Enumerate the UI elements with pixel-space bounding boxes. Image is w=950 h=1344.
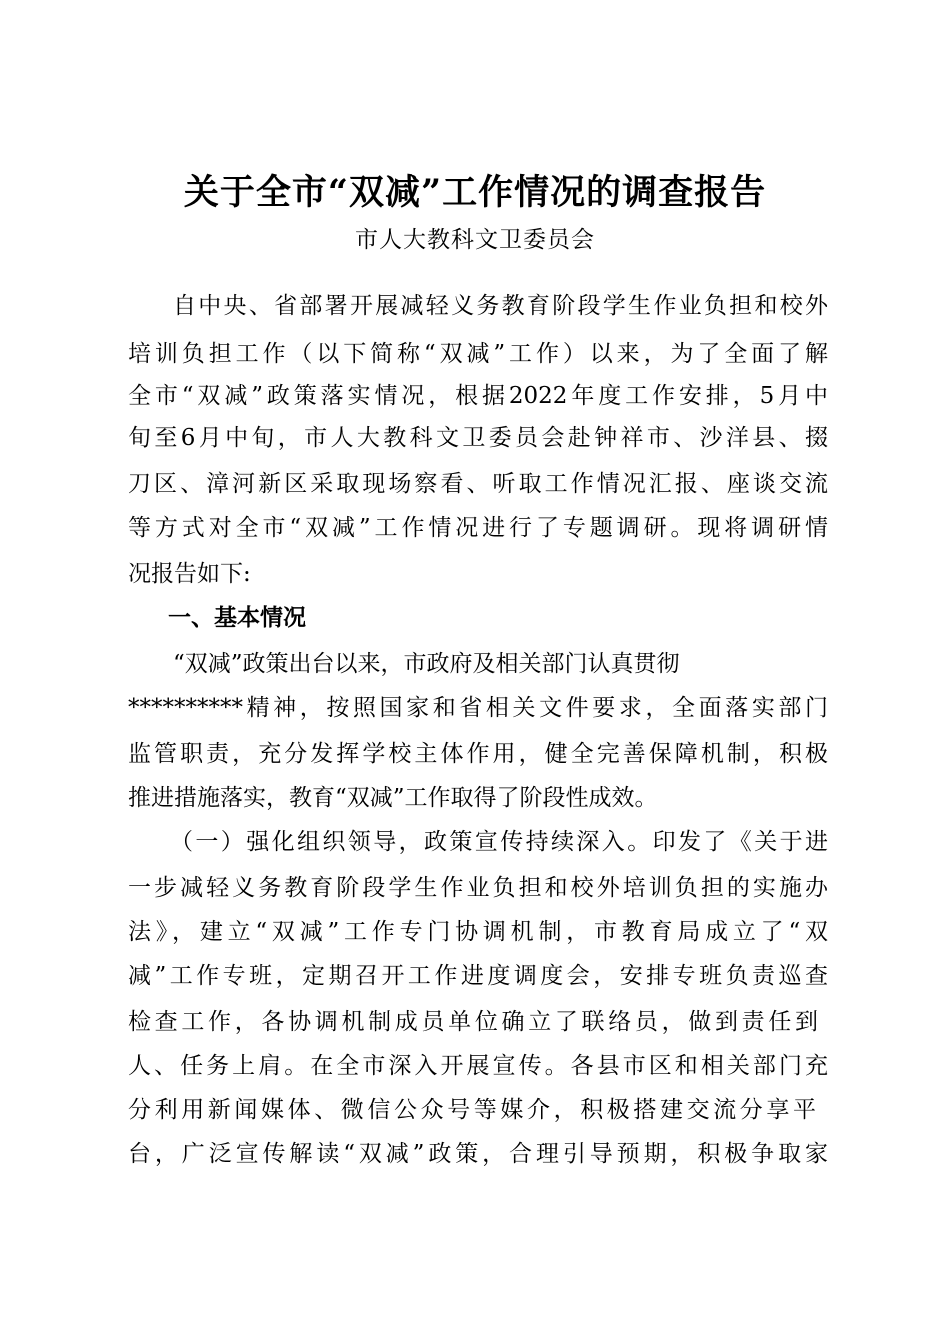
paragraph-line: 监管职责，充分发挥学校主体作用，健全完善保障机制，积极 <box>128 741 828 767</box>
paragraph-line: 检查工作，各协调机制成员单位确立了联络员，做到责任到 <box>128 1009 818 1035</box>
paragraph-line: 旬至6月中旬，市人大教科文卫委员会赴钟祥市、沙洋县、掇 <box>128 425 828 451</box>
paragraph-line: 等方式对全市“双减”工作情况进行了专题调研。现将调研情 <box>128 515 828 541</box>
paragraph-line: 一步减轻义务教育阶段学生作业负担和校外培训负担的实施办 <box>128 875 828 901</box>
paragraph-line: 刀区、漳河新区采取现场察看、听取工作情况汇报、座谈交流 <box>128 471 828 497</box>
paragraph-line: 台，广泛宣传解读“双减”政策，合理引导预期，积极争取家 <box>128 1141 828 1167</box>
report-author: 市人大教科文卫委员会 <box>355 227 595 253</box>
paragraph-line: 法》，建立“双减”工作专门协调机制，市教育局成立了“双 <box>128 919 828 945</box>
paragraph-line: 分利用新闻媒体、微信公众号等媒介，积极搭建交流分享平 <box>128 1097 816 1123</box>
paragraph-line: （一）强化组织领导，政策宣传持续深入。印发了《关于进 <box>170 829 828 855</box>
report-title: 关于全市“双减”工作情况的调查报告 <box>183 172 767 213</box>
paragraph-line: 况报告如下: <box>128 561 251 587</box>
section-heading: 一、基本情况 <box>168 604 306 631</box>
paragraph-line: 全市“双减”政策落实情况，根据2022年度工作安排，5月中 <box>128 383 828 409</box>
paragraph-line: **********精神，按照国家和省相关文件要求，全面落实部门 <box>128 695 828 721</box>
paragraph-line: 减”工作专班，定期召开工作进度调度会，安排专班负责巡查 <box>128 963 828 989</box>
paragraph-line: 人、任务上肩。在全市深入开展宣传。各县市区和相关部门充 <box>128 1053 828 1079</box>
paragraph-line: 培训负担工作（以下简称“双减”工作）以来，为了全面了解 <box>128 341 828 367</box>
paragraph-line: “双减”政策出台以来，市政府及相关部门认真贯彻 <box>173 651 680 677</box>
paragraph-line: 推进措施落实，教育“双减”工作取得了阶段性成效。 <box>128 785 658 811</box>
paragraph-line: 自中央、省部署开展减轻义务教育阶段学生作业负担和校外 <box>173 293 828 319</box>
